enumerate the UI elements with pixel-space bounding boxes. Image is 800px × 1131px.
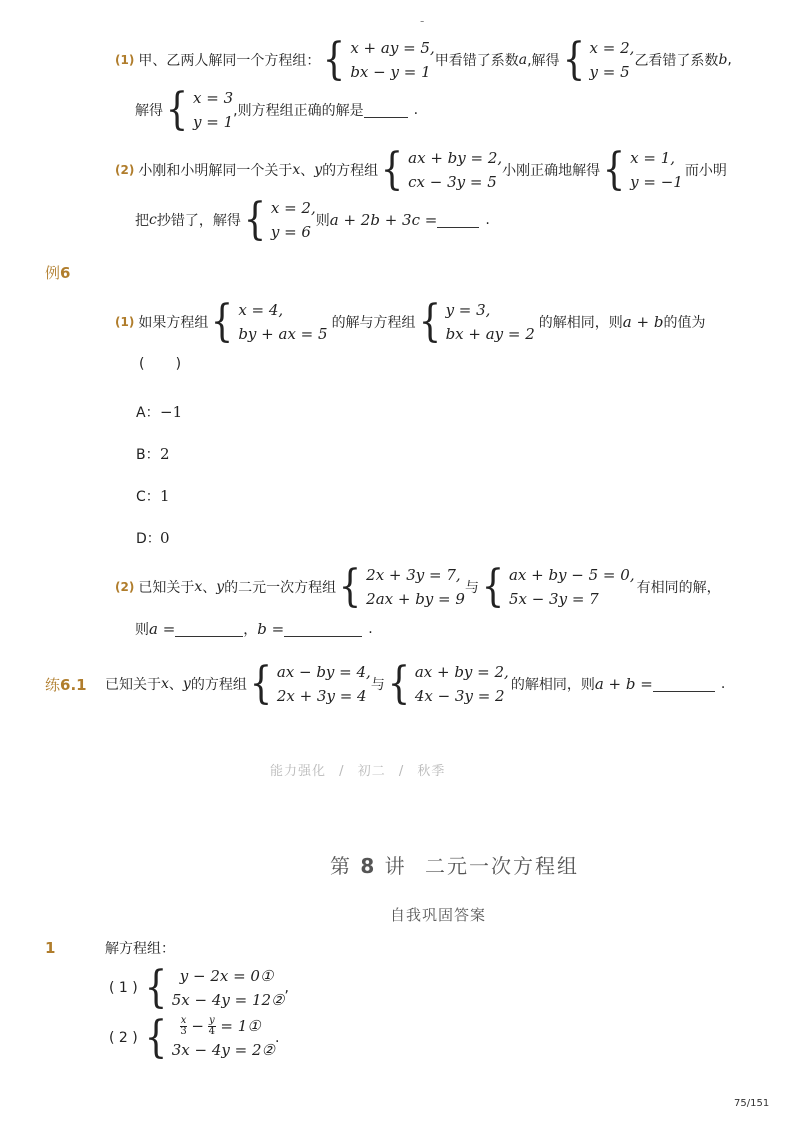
problem-text: 已知关于 (138, 580, 195, 596)
brace-icon: { (211, 296, 234, 347)
equation-system (163, 86, 233, 134)
problem-text: 已知关于 (105, 677, 161, 693)
equation-rest: = 1① (215, 1017, 261, 1035)
brace-icon: { (338, 561, 362, 612)
equation-system (142, 1014, 275, 1062)
chapter-name: 二元一次方程组 (425, 854, 579, 878)
footer-part: 秋季 (417, 764, 446, 779)
punctuation: , (727, 52, 732, 68)
equation: x = 4, (238, 301, 284, 319)
page-number: 75/151 (734, 1098, 770, 1109)
expression: a + 2b + 3c = (329, 211, 438, 229)
course-footer (270, 760, 445, 779)
expression: a + b (622, 313, 664, 331)
expression: b = (257, 620, 285, 638)
question-6-2 (115, 563, 755, 639)
brace-icon: { (165, 84, 189, 135)
variable: x (194, 579, 203, 595)
answer-blank[interactable] (284, 622, 362, 637)
equation: 5x − 3y = 7 (508, 590, 599, 608)
problem-text: 甲看错了系数 (434, 53, 519, 69)
choice-value: 2 (160, 445, 170, 463)
choice-value: −1 (160, 403, 183, 421)
top-marker: - (420, 14, 425, 28)
equation: by + ax = 5 (238, 325, 328, 343)
fraction-denominator: 3 (180, 1025, 187, 1037)
chapter-title (330, 850, 579, 879)
equation-system (336, 563, 465, 611)
problem-text: 而小明 (684, 163, 727, 179)
problem-text: 的方程组 (322, 163, 379, 179)
problem-number: (2) (115, 580, 135, 594)
fraction-numerator: y (208, 1014, 215, 1026)
choice-a[interactable] (136, 402, 182, 422)
equation: ax + by − 5 = 0, (508, 566, 635, 584)
footer-part: 初二 (357, 764, 386, 779)
expression: a + b = (594, 675, 653, 693)
sub-label: ( 1 ) (109, 980, 138, 996)
variable: b (718, 52, 728, 68)
equation-system (560, 36, 635, 84)
problem-1 (115, 36, 735, 134)
brace-icon: { (144, 1012, 167, 1063)
equation: 4x − 3y = 2 (414, 687, 505, 705)
choice-c[interactable] (136, 486, 170, 506)
brace-icon: { (602, 144, 626, 195)
equation: y = 3, (445, 301, 491, 319)
brace-icon: { (562, 34, 585, 85)
choice-label: B： (136, 447, 160, 463)
practice-label (45, 674, 105, 695)
answer-blank[interactable] (437, 213, 479, 228)
question-6-1 (115, 298, 735, 372)
example-number: 6 (60, 264, 71, 282)
variable: x (292, 162, 301, 178)
problem-text: 如果方程组 (138, 315, 209, 331)
equation-system (600, 146, 683, 194)
equation: x = 2, (589, 39, 635, 57)
punctuation: . (720, 676, 726, 692)
equation: x = 3 (193, 89, 234, 107)
brace-icon: { (249, 658, 273, 709)
problem-text: 则 (135, 622, 149, 638)
problem-text: 则 (315, 213, 330, 229)
punctuation: . (485, 212, 490, 228)
brace-icon: { (481, 561, 505, 612)
punctuation: . (274, 1030, 280, 1046)
practice-label-text: 练 (45, 675, 61, 694)
example-label: 例 (45, 264, 61, 282)
problem-number: (2) (115, 163, 135, 177)
problem-text: 解得 (135, 103, 163, 119)
brace-icon: { (323, 34, 346, 85)
equation: cx − 3y = 5 (408, 173, 497, 191)
equation (180, 1014, 275, 1038)
equation: y = −1 (630, 173, 683, 191)
footer-sep: / (398, 764, 405, 779)
problem-text: 甲、乙两人解同一个方程组： (138, 53, 321, 69)
variable: x (161, 676, 169, 692)
practice-number: 6.1 (60, 675, 87, 694)
equation-system (247, 660, 371, 708)
problem-text: 有相同的解， (636, 580, 721, 596)
variable: y (216, 579, 225, 595)
fraction-denominator: 4 (208, 1025, 215, 1037)
brace-icon: { (387, 658, 411, 709)
equation-system (241, 196, 316, 244)
problem-text: 小刚和小明解同一个关于 (138, 163, 293, 179)
choice-label: D： (136, 531, 161, 547)
problem-text: ,则方程组正确的解是 (233, 103, 364, 119)
variable: a (518, 52, 528, 68)
footer-sep: / (339, 764, 345, 779)
problem-number: (1) (115, 53, 135, 67)
punctuation: 、 (202, 580, 217, 596)
equation: 2x + 3y = 7, (366, 566, 461, 584)
problem-text: 乙看错了系数 (634, 53, 719, 69)
problem-text: 小刚正确地解得 (502, 163, 601, 179)
punctuation: . (413, 102, 419, 118)
choice-label: C： (136, 489, 160, 505)
footer-part: 能力强化 (270, 764, 327, 779)
problem-text: 与 (370, 677, 385, 693)
answer-paren[interactable]: ( ) (139, 356, 182, 372)
problem-text: 把 (135, 213, 149, 229)
item-text: 解方程组： (105, 941, 175, 957)
problem-text: 的方程组 (190, 677, 247, 693)
equation: 5x − 4y = 12② (171, 991, 285, 1009)
equation-system (208, 298, 327, 346)
problem-text: 的解与方程组 (331, 315, 416, 331)
equation: 2x + 3y = 4 (276, 687, 367, 705)
section-subtitle: 自我巩固答案 (390, 906, 487, 924)
chapter-prefix: 第 (330, 854, 352, 878)
punctuation: . (368, 621, 373, 637)
equation: x + ay = 5, (350, 39, 435, 57)
equation: y = 6 (270, 223, 311, 241)
equation: bx + ay = 2 (445, 325, 535, 343)
choice-d[interactable] (136, 528, 170, 548)
answer-item-1 (45, 938, 645, 1062)
chapter-suffix: 讲 (384, 854, 407, 878)
problem-text: 抄错了，解得 (156, 213, 241, 229)
answer-blank[interactable] (175, 622, 243, 637)
punctuation: ， (243, 622, 258, 638)
equation: 2ax + by = 9 (366, 590, 465, 608)
operator: − (191, 1017, 204, 1035)
sub-label: ( 2 ) (109, 1030, 138, 1046)
problem-text: 的解相同，则 (538, 315, 623, 331)
equation-system (416, 298, 535, 346)
fraction-numerator: x (180, 1014, 187, 1026)
variable: c (149, 212, 157, 228)
equation-system (378, 146, 502, 194)
equation-system (385, 660, 509, 708)
equation-system (320, 36, 434, 84)
fraction (180, 1016, 188, 1037)
brace-icon: { (144, 962, 167, 1013)
variable: y (182, 676, 191, 692)
equation: ax + by = 2, (408, 149, 503, 167)
problem-text: 的二元一次方程组 (224, 580, 337, 596)
item-number: 1 (45, 939, 56, 957)
brace-icon: { (418, 296, 441, 347)
punctuation: , (284, 980, 289, 996)
punctuation: 、 (300, 163, 315, 179)
equation: y = 1 (193, 113, 234, 131)
problem-text: 与 (464, 580, 479, 596)
equation: y = 5 (589, 63, 630, 81)
choice-value: 1 (160, 487, 170, 505)
answer-blank[interactable] (653, 677, 715, 692)
punctuation: 、 (168, 677, 183, 693)
equation-system (142, 964, 285, 1012)
problem-text: 的解相同，则 (510, 677, 595, 693)
equation: x = 1, (630, 149, 676, 167)
variable: y (314, 162, 323, 178)
brace-icon: { (380, 144, 404, 195)
practice-6-1 (45, 660, 745, 708)
equation: 3x − 4y = 2② (171, 1041, 275, 1059)
equation-system (479, 563, 635, 611)
chapter-number: 8 (360, 854, 377, 878)
equation: bx − y = 1 (350, 63, 431, 81)
equation: ax + by = 2, (414, 663, 509, 681)
problem-number: (1) (115, 315, 135, 329)
answer-blank[interactable] (364, 103, 408, 118)
fraction (208, 1016, 216, 1037)
equation: y − 2x = 0① (179, 967, 274, 985)
equation: x = 2, (270, 199, 316, 217)
choice-b[interactable] (136, 444, 170, 464)
brace-icon: { (243, 194, 267, 245)
equation: ax − by = 4, (276, 663, 371, 681)
choice-label: A： (136, 405, 160, 421)
example-6-label (45, 262, 70, 283)
choice-value: 0 (160, 529, 170, 547)
problem-text: 的值为 (663, 315, 706, 331)
expression: a = (149, 620, 176, 638)
problem-text: ,解得 (527, 53, 560, 69)
problem-2 (115, 146, 755, 244)
